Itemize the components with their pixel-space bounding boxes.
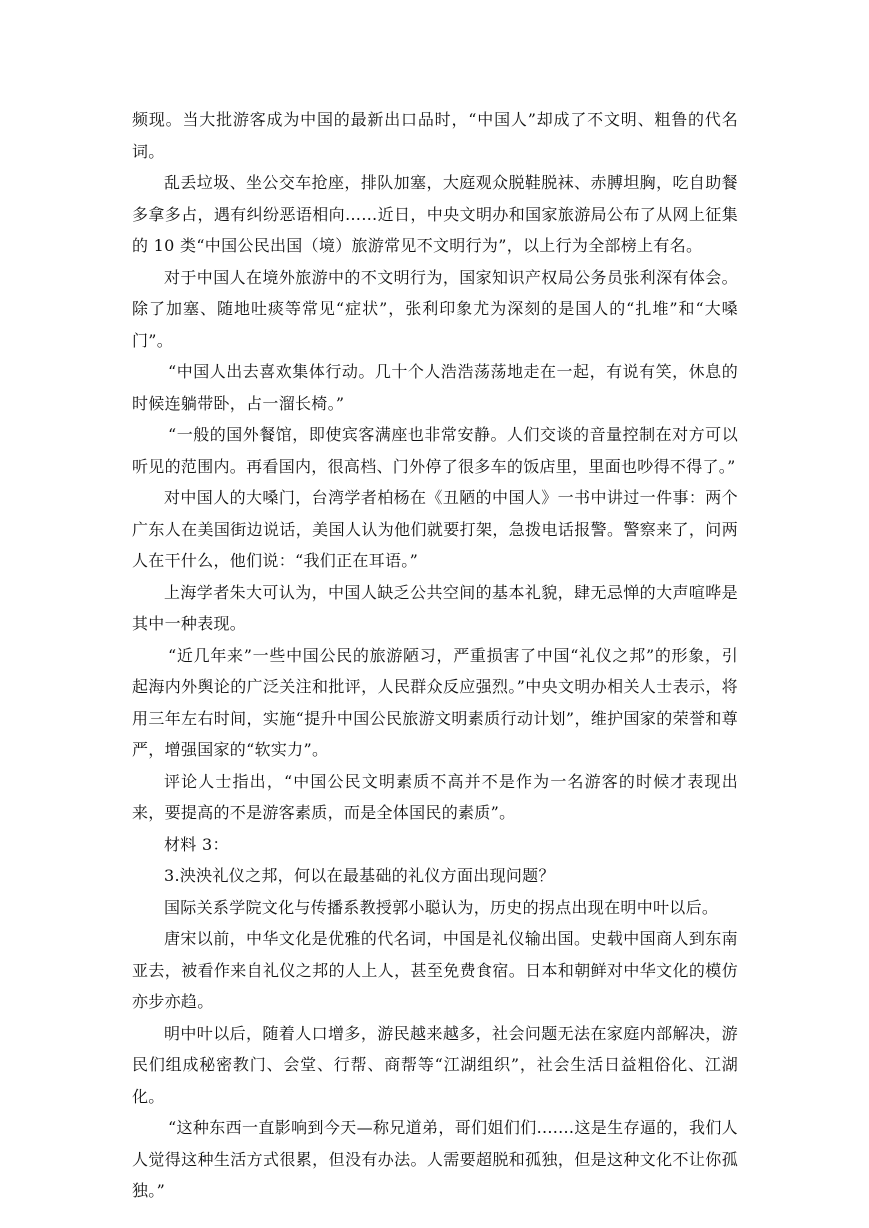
paragraph-zhu-dake: 上海学者朱大可认为，中国人缺乏公共空间的基本礼貌，肆无忌惮的大声喧哗是其中一种表现。 [132, 582, 738, 633]
paragraph-guo-xiaocong: 国际关系学院文化与传播系教授郭小聪认为，历史的拐点出现在明中叶以后。 [164, 897, 719, 917]
paragraph-civilization-office: “近几年来”一些中国公民的旅游陋习，严重损害了中国“礼仪之邦”的形象，引起海内外舆论的广泛关注和批评，人民群众反应强烈。”中央文明办相关人士表示，将用三年左右时间，实施“提升中国公民旅游文明素质行动计划”，维护国家的荣誉和尊严，增强国家的“软实力”。 [132, 645, 738, 759]
paragraph-quote-restaurants: “一般的国外餐馆，即使宾客满座也非常安静。人们交谈的音量控制在对方可以听见的范围内。再看国内，很高档、门外停了很多车的饭店里，里面也吵得不得了。” [132, 425, 738, 476]
material-3-label: 材料 3： [164, 834, 229, 854]
article-body [132, 104, 738, 1207]
paragraph-commentators: 评论人士指出，“中国公民文明素质不高并不是作为一名游客的时候才表现出来，要提高的不是游客素质，而是全体国民的素质”。 [132, 771, 738, 822]
paragraph-bo-yang: 对中国人的大嗓门，台湾学者柏杨在《丑陋的中国人》一书中讲过一件事：两个广东人在美国街边说话，美国人认为他们就要打架，急拨电话报警。警察来了，问两人在干什么，他们说：“我们正在耳语。” [132, 488, 738, 570]
paragraph-uncivil-behaviors: 乱丢垃圾、坐公交车抢座，排队加塞，大庭观众脱鞋脱袜、赤膊坦胸，吃自助餐多拿多占，遇有纠纷恶语相向……近日，中央文明办和国家旅游局公布了从网上征集的 10 类“中国公民出国（境）旅游常见不文明行为”，以上行为全部榜上有名。 [132, 173, 738, 255]
paragraph-ming-dynasty: 明中叶以后，随着人口增多，游民越来越多，社会问题无法在家庭内部解决，游民们组成秘密教门、会堂、行帮、商帮等“江湖组织”，社会生活日益粗俗化、江湖化。 [132, 1023, 738, 1106]
paragraph-tang-song: 唐宋以前，中华文化是优雅的代名词，中国是礼仪输出国。史载中国商人到东南亚去，被看作来自礼仪之邦的人上人，甚至免费食宿。日本和朝鲜对中华文化的模仿亦步亦趋。 [132, 929, 738, 1011]
paragraph-continuation: 频现。当大批游客成为中国的最新出口品时，“中国人”却成了不文明、粗鲁的代名词。 [132, 110, 738, 161]
paragraph-quote-group-travel: “中国人出去喜欢集体行动。几十个人浩浩荡荡地走在一起，有说有笑，休息的时候连躺带卧，占一溜长椅。” [132, 362, 738, 413]
question-heading: 3.泱泱礼仪之邦，何以在最基础的礼仪方面出现问题？ [164, 866, 555, 885]
paragraph-zhang-li: 对于中国人在境外旅游中的不文明行为，国家知识产权局公务员张利深有体会。除了加塞、随地吐痰等常见“症状”，张利印象尤为深刻的是国人的“扎堆”和“大嗓门”。 [132, 267, 738, 350]
paragraph-final-quote: “这种东西一直影响到今天—称兄道弟，哥们姐们们.......这是生存逼的，我们人人觉得这种生活方式很累，但没有办法。人需要超脱和孤独，但是这种文化不让你孤独。” [132, 1118, 738, 1200]
